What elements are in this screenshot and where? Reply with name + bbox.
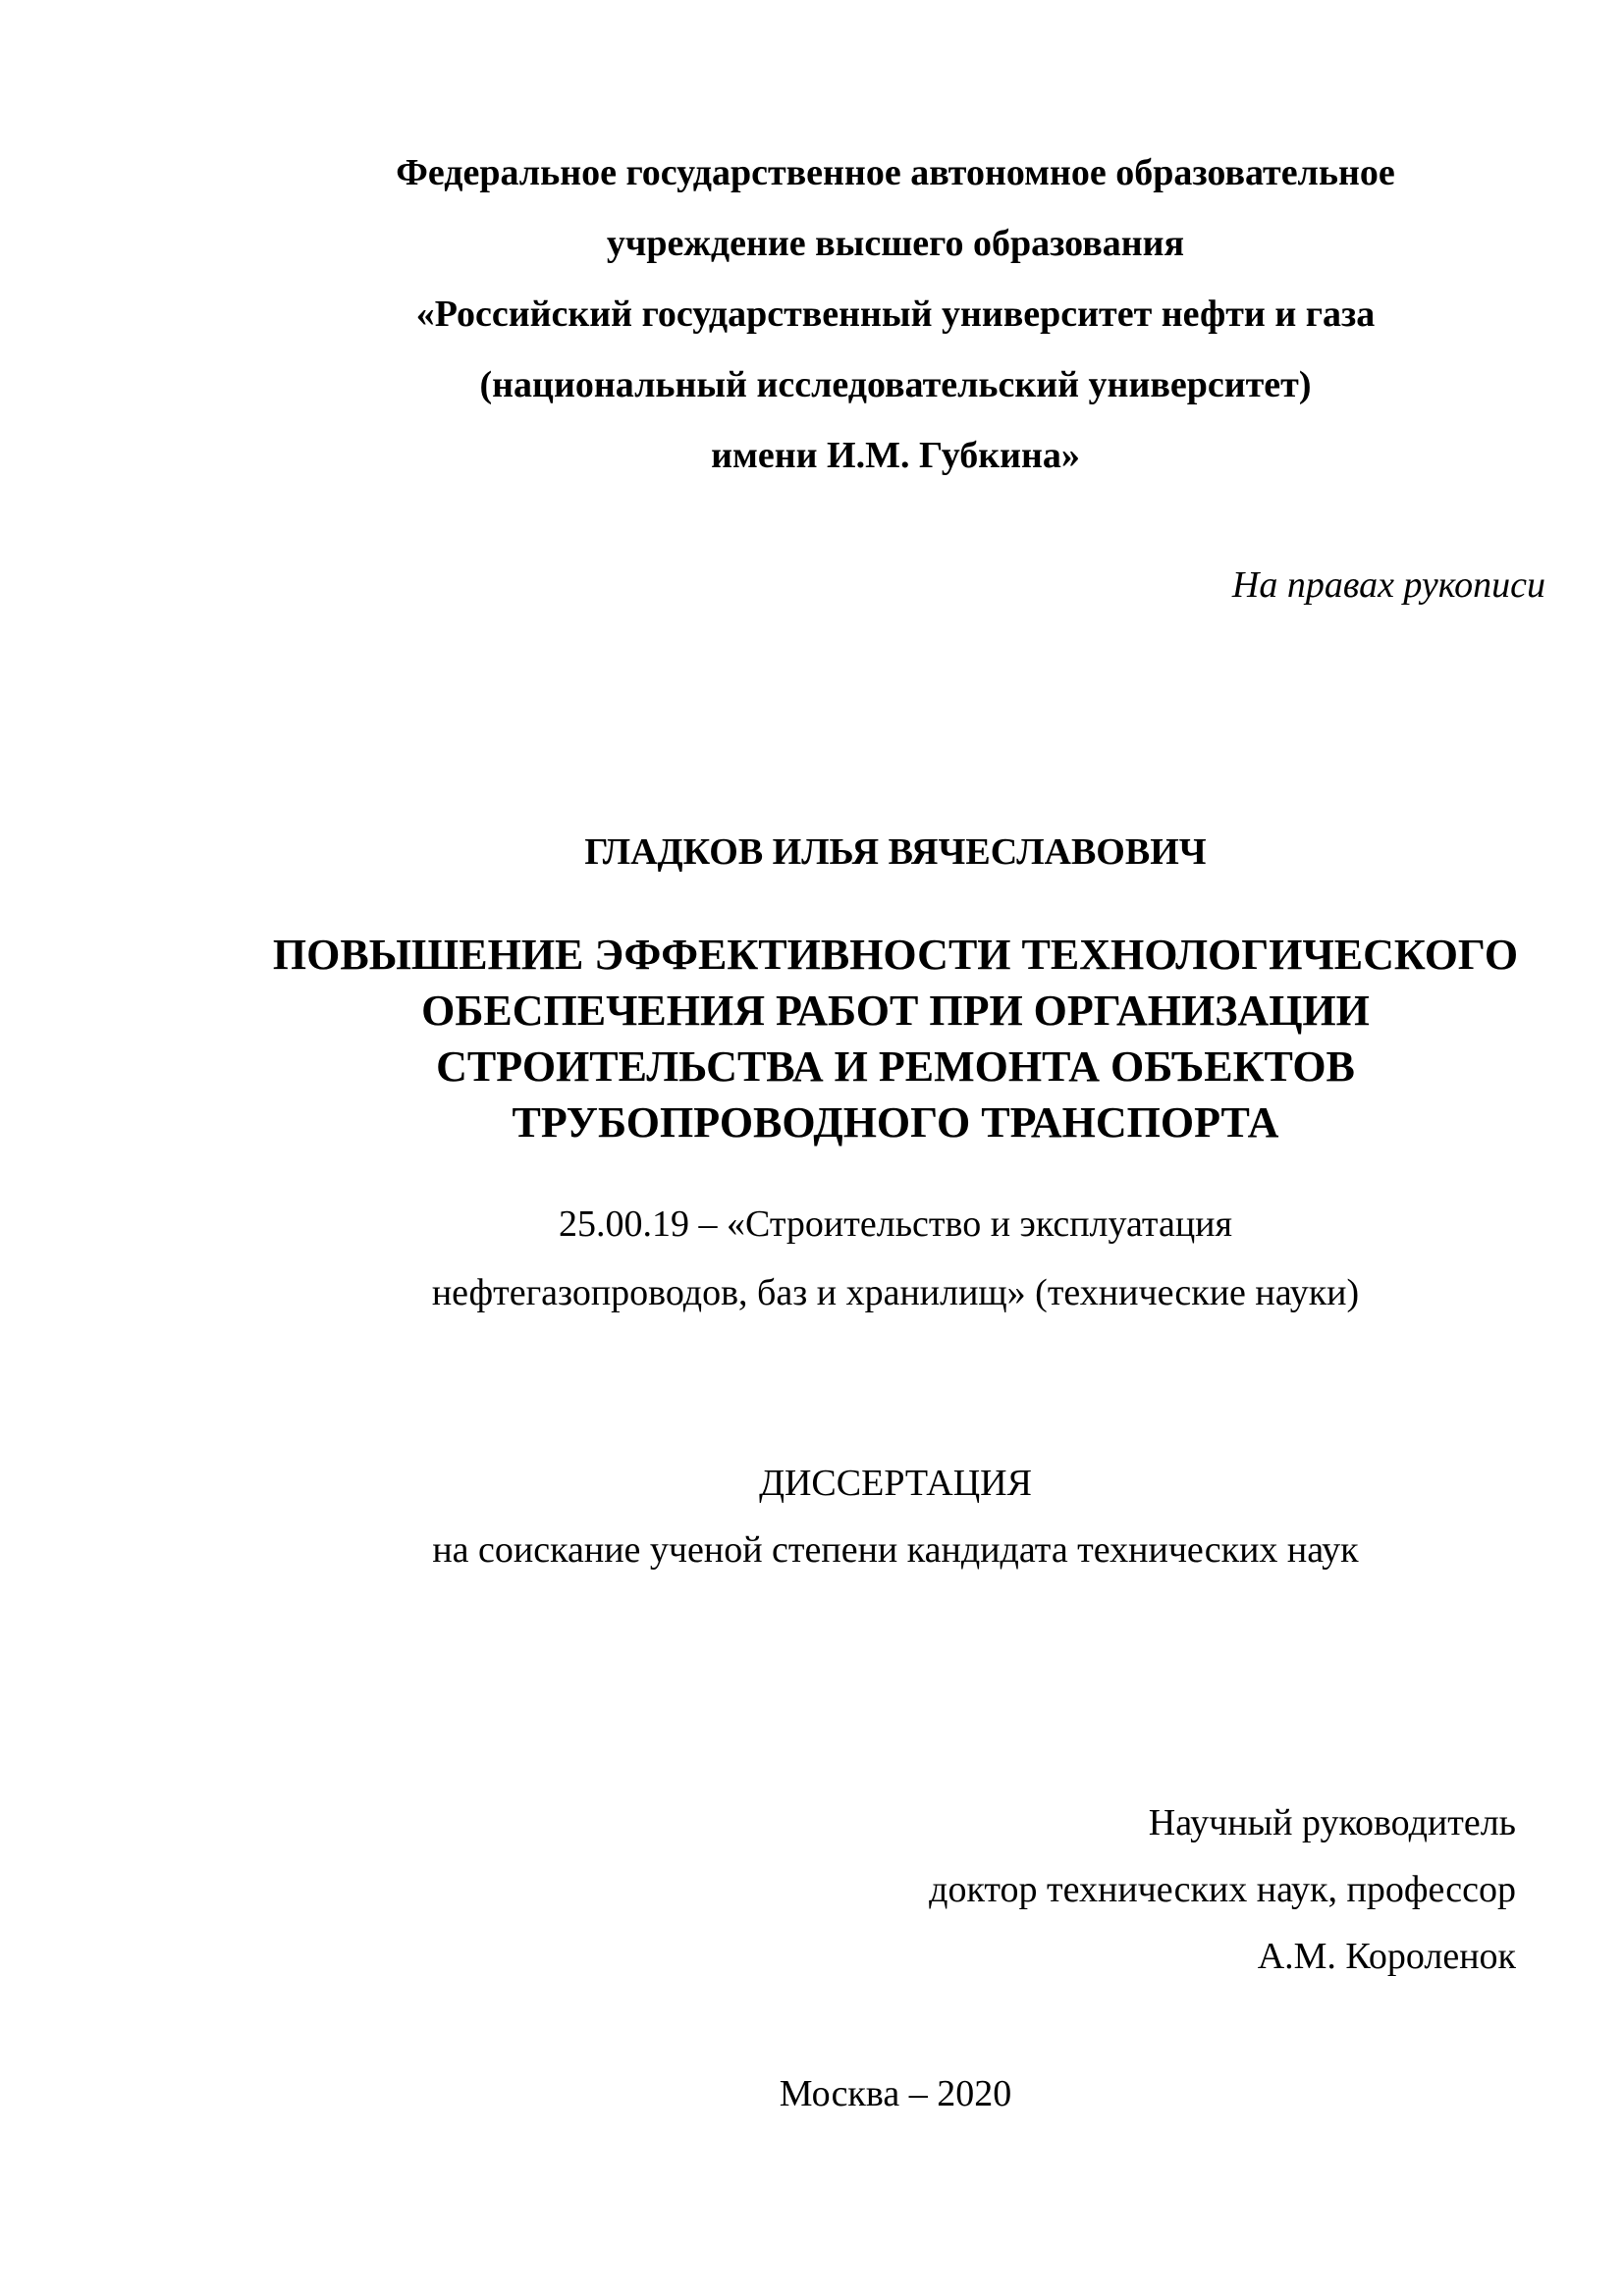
institution-line: (национальный исследовательский университет) — [479, 364, 1312, 405]
supervisor-name-line: А.М. Короленок — [1257, 1936, 1516, 1977]
institution-line: Федеральное государственное автономное образовательное — [396, 152, 1395, 193]
specialty-line: нефтегазопроводов, баз и хранилищ» (технические науки) — [431, 1272, 1360, 1313]
degree-line: на соискание ученой степени кандидата технических наук — [432, 1529, 1359, 1571]
manuscript-rights-note: На правах рукописи — [1231, 564, 1545, 606]
institution-line: «Российский государственный университет нефти и газа — [415, 294, 1376, 335]
institution-line: имени И.М. Губкина» — [711, 435, 1080, 476]
institution-header — [245, 137, 1545, 491]
institution-line: учреждение высшего образования — [606, 223, 1185, 264]
title-line: ОБЕСПЕЧЕНИЯ РАБОТ ПРИ ОРГАНИЗАЦИИ — [421, 987, 1370, 1035]
dissertation-title — [245, 927, 1545, 1150]
city-year: Москва – 2020 — [779, 2073, 1012, 2114]
specialty-line: 25.00.19 – «Строительство и эксплуатация — [559, 1203, 1232, 1245]
author-name: ГЛАДКОВ ИЛЬЯ ВЯЧЕСЛАВОВИЧ — [584, 831, 1207, 873]
dissertation-block — [245, 1450, 1545, 1583]
title-line: ТРУБОПРОВОДНОГО ТРАНСПОРТА — [512, 1098, 1279, 1147]
supervisor-degree-line: доктор технических наук, профессор — [929, 1869, 1516, 1910]
title-line: СТРОИТЕЛЬСТВА И РЕМОНТА ОБЪЕКТОВ — [436, 1042, 1355, 1091]
specialty-code — [245, 1190, 1545, 1327]
title-line: ПОВЫШЕНИЕ ЭФФЕКТИВНОСТИ ТЕХНОЛОГИЧЕСКОГО — [272, 931, 1519, 979]
dissertation-label: ДИССЕРТАЦИЯ — [759, 1463, 1032, 1504]
supervisor-block — [245, 1789, 1545, 1990]
supervisor-role-line: Научный руководитель — [1148, 1802, 1516, 1843]
